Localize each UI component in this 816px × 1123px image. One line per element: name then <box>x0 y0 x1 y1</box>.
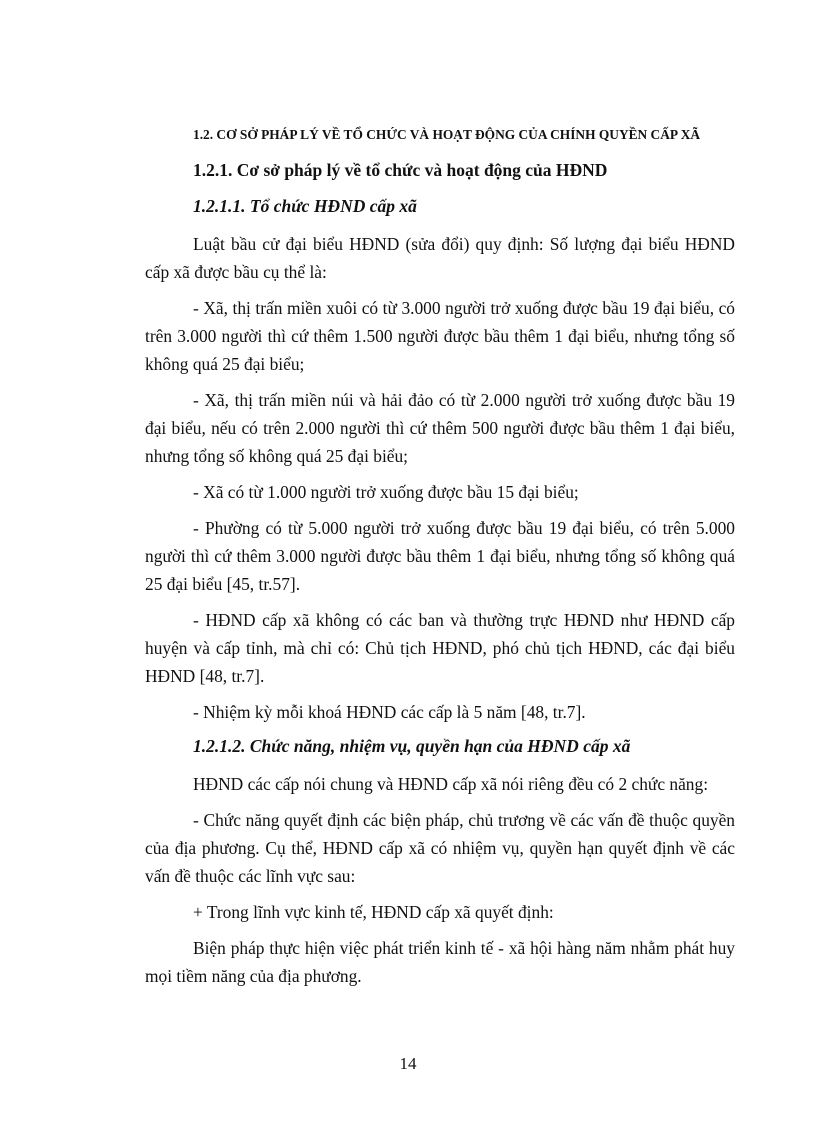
subsubsection-heading-2: 1.2.1.2. Chức năng, nhiệm vụ, quyền hạn của HĐND cấp xã <box>193 736 631 756</box>
page-number: 14 <box>399 1054 417 1073</box>
subsection-heading: 1.2.1. Cơ sở pháp lý về tổ chức và hoạt động của HĐND <box>193 160 608 180</box>
paragraph: - HĐND cấp xã không có các ban và thường trực HĐND như HĐND cấp huyện và cấp tỉnh, mà chỉ có: Chủ tịch HĐND, phó chủ tịch HĐND, các đại biểu HĐND [48, tr.7]. <box>145 610 735 686</box>
subsubsection-heading-1: 1.2.1.1. Tổ chức HĐND cấp xã <box>193 196 417 216</box>
paragraph: Biện pháp thực hiện việc phát triển kinh tế - xã hội hàng năm nhằm phát huy mọi tiềm năng của địa phương. <box>145 938 735 986</box>
section-heading: 1.2. CƠ SỞ PHÁP LÝ VỀ TỔ CHỨC VÀ HOẠT ĐỘNG CỦA CHÍNH QUYỀN CẤP XÃ <box>193 127 701 142</box>
paragraph: - Phường có từ 5.000 người trở xuống được bầu 19 đại biểu, có trên 5.000 người thì cứ thêm 3.000 người được bầu thêm 1 đại biểu, nhưng tổng số không quá 25 đại biểu [45, tr.57]. <box>145 518 735 594</box>
paragraph: + Trong lĩnh vực kinh tế, HĐND cấp xã quyết định: <box>193 902 554 922</box>
paragraph: HĐND các cấp nói chung và HĐND cấp xã nói riêng đều có 2 chức năng: <box>193 774 709 794</box>
paragraph: - Chức năng quyết định các biện pháp, chủ trương về các vấn đề thuộc quyền của địa phương. Cụ thể, HĐND cấp xã có nhiệm vụ, quyền hạn quyết định về các vấn đề thuộc các lĩnh vực sau: <box>145 810 735 886</box>
paragraph: - Nhiệm kỳ mỗi khoá HĐND các cấp là 5 năm [48, tr.7]. <box>193 702 586 722</box>
paragraph: Luật bầu cử đại biểu HĐND (sửa đổi) quy định: Số lượng đại biểu HĐND cấp xã được bầu cụ thể là: <box>145 234 735 282</box>
paragraph: - Xã có từ 1.000 người trở xuống được bầu 15 đại biểu; <box>193 482 579 502</box>
page-content <box>145 122 735 998</box>
paragraph: - Xã, thị trấn miền xuôi có từ 3.000 người trở xuống được bầu 19 đại biểu, có trên 3.000 người thì cứ thêm 1.500 người được bầu thêm 1 đại biểu, nhưng tổng số không quá 25 đại biểu; <box>145 298 735 374</box>
paragraph: - Xã, thị trấn miền núi và hải đảo có từ 2.000 người trở xuống được bầu 19 đại biểu, nếu có trên 2.000 người thì cứ thêm 500 người được bầu thêm 1 đại biểu, nhưng tổng số không quá 25 đại biểu; <box>145 390 735 466</box>
